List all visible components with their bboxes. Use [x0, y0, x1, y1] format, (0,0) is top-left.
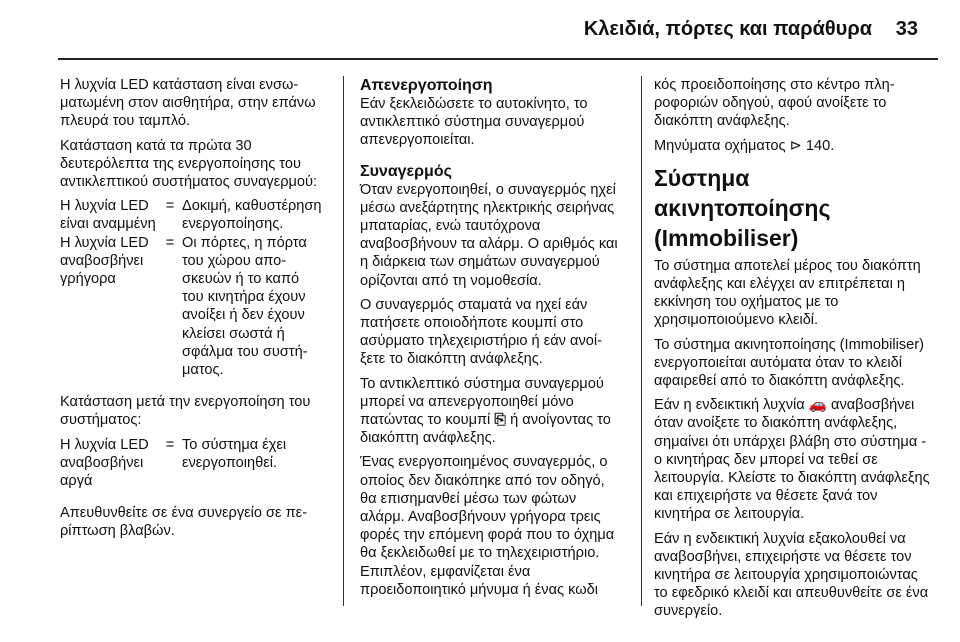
alarm-heading: Συναγερμός — [360, 162, 452, 180]
page-number: 33 — [895, 18, 918, 40]
led-status-meaning: Οι πόρτες, η πόρτα του χώρου αποσκευών ή το καπό του κινητήρα έχουν ανοίξει ή δεν έχουν κλείσει σωστά ή σφάλμα του συστήματος. — [182, 234, 308, 379]
alarm-paragraph-3-start: Το αντικλεπτικό σύστημα συναγερμού μπορεί να απενεργοποιηθεί μόνο πατώντας το κουμπί — [360, 375, 604, 429]
reference-page: 140. — [805, 137, 835, 154]
reference-arrow-icon: ⊳ — [789, 137, 802, 154]
led-status-state: Η λυχνία LED αναβοσβήνει αργά — [60, 436, 149, 490]
led-status-row — [60, 197, 322, 233]
column-divider-2 — [641, 76, 642, 606]
alarm-paragraph-3 — [360, 375, 622, 448]
reference-text: Μηνύματα οχήματος — [654, 137, 786, 154]
header-rule — [58, 58, 938, 60]
chapter-title: Κλειδιά, πόρτες και παράθυρα — [583, 18, 872, 40]
immobiliser-paragraph-1: Το σύστημα αποτελεί μέρος του διακόπτη ανάφλεξης και ελέγχει αν επιτρέπεται η εκκίνηση του οχήματος με το χρησιμοποιούμενο κλειδί. — [654, 257, 921, 329]
led-status-table-2 — [60, 436, 322, 491]
immobiliser-paragraph-2: Το σύστημα ακινητοποίησης (Immobiliser) ενεργοποιείται αυτόματα όταν το κλειδί αφαιρεθεί από το διακόπτη ανάφλεξης. — [654, 336, 924, 390]
led-status-meaning: Το σύστημα έχει ενεργοποιηθεί. — [182, 436, 287, 471]
led-status-state: Η λυχνία LED αναβοσβήνει γρήγορα — [60, 234, 149, 288]
led-after-activation-paragraph: Κατάσταση μετά την ενεργοποίηση του συστήματος: — [60, 394, 311, 429]
immobiliser-paragraph-4: Εάν η ενδεικτική λυχνία εξακολουθεί να αναβοσβήνει, επιχειρήστε να θέσετε τον κινητήρα σε λειτουργία χρησιμοποιώντας το εφεδρικό κλειδί και απευθυνθείτε σε ένα συνεργείο. — [654, 530, 929, 620]
alarm-continuation-paragraph: κός προειδοποίησης στο κέντρο πληροφοριών οδηγού, αφού ανοίξετε το διακόπτη ανάφλεξης. — [654, 77, 895, 130]
equals-sign: = — [165, 234, 175, 251]
immobiliser-warning-icon: 🚗 — [808, 397, 827, 414]
vehicle-messages-reference — [654, 137, 930, 155]
deactivation-paragraph: Εάν ξεκλειδώσετε το αυτοκίνητο, το αντικλεπτικό σύστημα συναγερμού απενεργοποιείται. — [360, 96, 588, 149]
column-middle — [360, 76, 622, 605]
led-location-paragraph: Η λυχνία LED κατάσταση είναι ενσωματωμένη στον αισθητήρα, στην επάνω πλευρά του ταμπλό. — [60, 77, 316, 130]
alarm-paragraph-3-end: ή ανοίγοντας το διακόπτη ανάφλεξης. — [360, 412, 611, 447]
alarm-paragraph-1: Όταν ενεργοποιηθεί, ο συναγερμός ηχεί μέσω ανεξάρτητης ηλεκτρικής σειρήνας μπαταρίας, ενώ ταυτόχρονα αναβοσβήνουν τα αλάρμ. Ο αριθμός και η διάρκεια των σημάτων συναγερμού ορίζονται από τη νομοθεσία. — [360, 181, 618, 289]
unlock-button-icon: ⎘ — [494, 412, 507, 429]
led-status-table-1 — [60, 197, 322, 379]
led-status-meaning: Δοκιμή, καθυστέρηση ενεργοποίησης. — [182, 198, 322, 233]
column-left — [60, 76, 322, 547]
immobiliser-paragraph-3-end: αναβοσβήνει όταν ανοίξετε το διακόπτη ανάφλεξης, σημαίνει ότι υπάρχει βλάβη στο σύστημα - ο κινητήρας δεν μπορεί να τεθεί σε λειτουργία. Κλείστε το διακόπτη ανάφλεξης και επιχειρήστε να θέσετε ξανά τον κινητήρα σε λειτουργία. — [654, 397, 930, 523]
led-status-row — [60, 436, 322, 491]
workshop-advice-paragraph: Απευθυνθείτε σε ένα συνεργείο σε περίπτωση βλαβών. — [60, 505, 308, 540]
column-divider-1 — [343, 76, 344, 606]
led-status-state: Η λυχνία LED είναι αναμμένη — [60, 198, 156, 233]
column-right — [654, 76, 930, 627]
alarm-paragraph-2: Ο συναγερμός σταματά να ηχεί εάν πατήσετε οποιοδήποτε κουμπί στο ασύρματο τηλεχειριστήριο ή εάν ανοίξετε το διακόπτη ανάφλεξης. — [360, 296, 602, 368]
equals-sign: = — [165, 436, 175, 453]
immobiliser-paragraph-3 — [654, 396, 930, 523]
immobiliser-paragraph-3-start: Εάν η ενδεικτική λυχνία — [654, 397, 805, 414]
immobiliser-heading: Σύστημα ακινητοποίησης (Immobiliser) — [654, 164, 831, 251]
deactivation-heading: Απενεργοποίηση — [360, 77, 493, 94]
led-first-30s-paragraph: Κατάσταση κατά τα πρώτα 30 δευτερόλεπτα της ενεργοποίησης του αντικλεπτικού συστήματος συναγερμού: — [60, 137, 318, 191]
alarm-paragraph-4: Ένας ενεργοποιημένος συναγερμός, ο οποίος δεν διακόπηκε από τον οδηγό, θα επισημανθεί μέσω των φώτων αλάρμ. Αναβοσβήνουν γρήγορα τρεις φορές την επόμενη φορά που το όχημα θα ξεκλειδωθεί με το τηλεχειριστήριο. Επιπλέον, εμφανίζεται ένα προειδοποιητικό μήνυμα ή ένας κωδι — [360, 454, 615, 598]
led-status-row — [60, 234, 322, 380]
equals-sign: = — [165, 198, 175, 215]
